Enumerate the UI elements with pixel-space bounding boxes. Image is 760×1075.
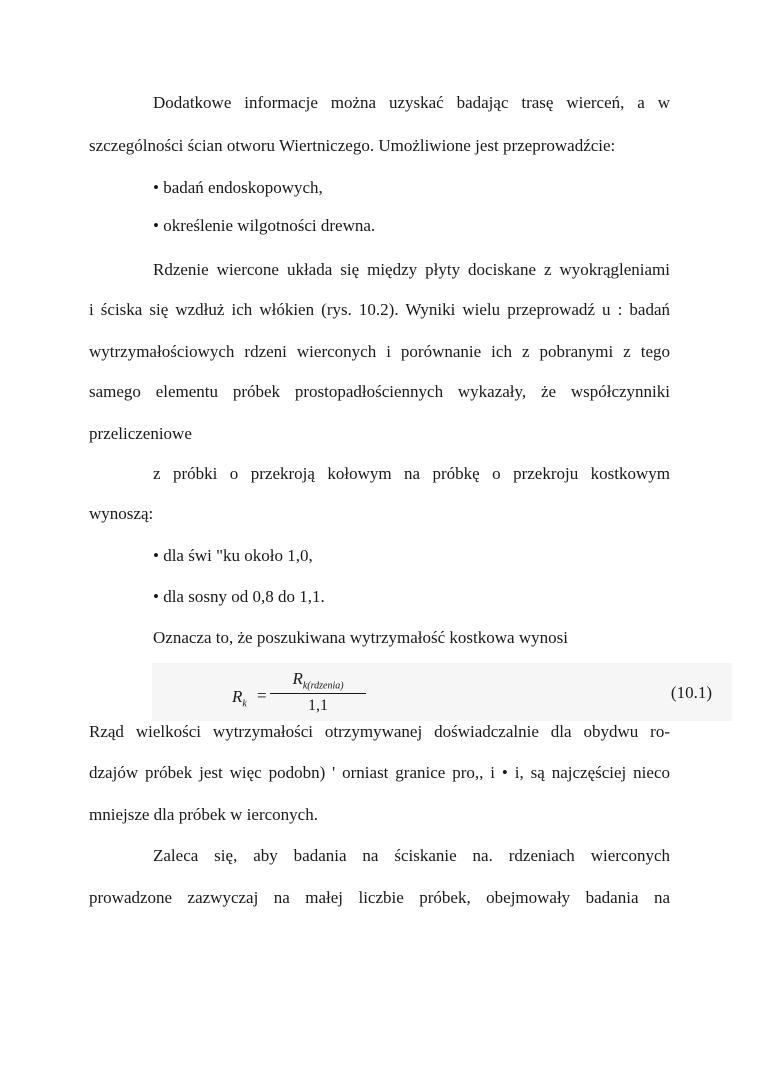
bullet-item: • określenie wilgotności drewna.: [153, 216, 376, 235]
paragraph-line: Dodatkowe informacje można uzyskać badając trasę wierceń, a w: [153, 93, 670, 112]
bullet-item: • badań endoskopowych,: [153, 178, 323, 197]
paragraph-line: wynoszą:: [89, 504, 154, 523]
fraction-numerator: $R_{k(rdzenia)}$: [292, 669, 344, 692]
bullet-item: • dla sosny od 0,8 do 1,1.: [153, 587, 325, 606]
paragraph-line: prowadzone zazwyczaj na małej liczbie próbek, obejmowały badania na: [89, 888, 670, 907]
paragraph-line: przeliczeniowe: [89, 424, 192, 443]
fraction-denominator: 1,1: [308, 697, 328, 715]
paragraph-line: Oznacza to, że poszukiwana wytrzymałość kostkowa wynosi: [153, 628, 568, 647]
paragraph-line: dzajów próbek jest więc podobn) ' orniast granice pro,, i • i, są najczęściej nieco: [89, 763, 670, 782]
paragraph-line: mniejsze dla próbek w ierconych.: [89, 805, 318, 824]
equation-block: [152, 663, 732, 721]
paragraph-line: i ściska się wzdłuż ich włókien (rys. 10.2). Wyniki wielu przeprowadź u : badań: [89, 300, 670, 319]
paragraph-line: wytrzymałościowych rdzeni wierconych i porównanie ich z pobranymi z tego: [89, 342, 670, 361]
paragraph-line: z próbki o przekroją kołowym na próbkę o przekroju kostkowym: [153, 464, 670, 483]
paragraph-line: Rząd wielkości wytrzymałości otrzymywanej doświadczalnie dla obydwu ro-: [89, 722, 670, 741]
paragraph-line: Zaleca się, aby badania na ściskanie na. rdzeniach wierconych: [153, 846, 670, 865]
equation-number: (10.1): [670, 683, 712, 702]
fraction-bar: [270, 693, 366, 694]
equation-lhs: $R_k$: [232, 687, 247, 710]
bullet-item: • dla świ "ku około 1,0,: [153, 546, 313, 565]
paragraph-line: Rdzenie wiercone układa się między płyty dociskane z wyokrągleniami: [153, 260, 670, 279]
equation-fraction: [270, 669, 366, 715]
paragraph-line: samego elementu próbek prostopadłościennych wykazały, że współczynniki: [89, 382, 670, 401]
paragraph-line: szczególności ścian otworu Wiertniczego. Umożliwione jest przeprowadźcie:: [89, 136, 616, 155]
equals-sign: =: [257, 686, 267, 705]
